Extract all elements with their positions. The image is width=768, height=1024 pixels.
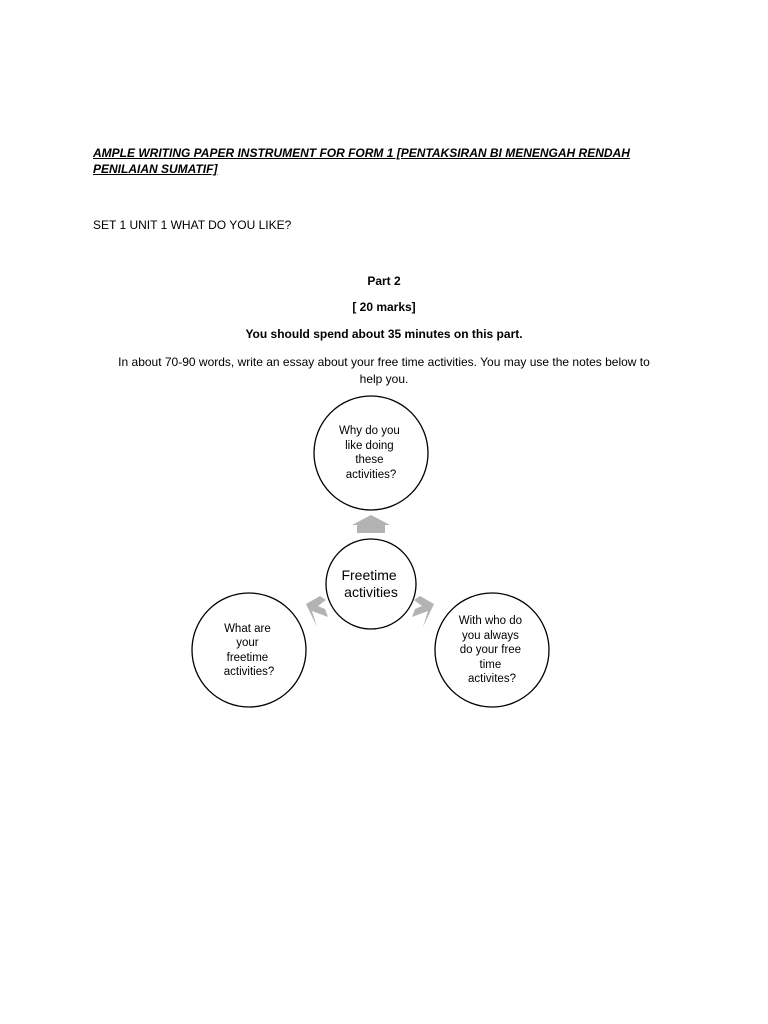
left-line: freetime <box>226 652 269 664</box>
center-topic-text <box>341 567 400 600</box>
arrow-left-icon <box>306 596 328 627</box>
right-line: activites? <box>468 673 516 685</box>
right-line: you always <box>461 630 519 642</box>
center-line: activities <box>344 584 398 600</box>
left-question-circle <box>192 593 306 707</box>
left-line: your <box>236 637 259 649</box>
heading-line-2: PENILAIAN SUMATIF] <box>93 162 218 176</box>
center-line: Freetime <box>341 567 397 583</box>
arrow-up-icon <box>352 515 390 533</box>
instruction-line-2: help you. <box>359 372 409 386</box>
left-line: activities? <box>223 666 275 678</box>
set-unit-title: SET 1 UNIT 1 WHAT DO YOU LIKE? <box>93 218 292 232</box>
part-label: Part 2 <box>367 274 401 288</box>
top-line: activities? <box>345 469 397 481</box>
time-note: You should spend about 35 minutes on this part. <box>245 327 523 341</box>
heading-line-1: AMPLE WRITING PAPER INSTRUMENT FOR FORM 1 [PENTAKSIRAN BI MENENGAH RENDAH <box>93 146 630 160</box>
marks-label: [ 20 marks] <box>352 300 416 314</box>
top-line: Why do you <box>339 425 400 437</box>
top-line: these <box>355 454 384 466</box>
right-line: time <box>479 659 502 671</box>
top-question-circle <box>314 396 428 510</box>
right-question-text <box>459 615 525 685</box>
right-line: do your free <box>459 644 522 656</box>
top-line: like doing <box>345 440 394 452</box>
right-line: With who do <box>458 615 523 627</box>
left-line: What are <box>224 623 271 635</box>
instruction-line-1: In about 70-90 words, write an essay about your free time activities. You may use the notes below to <box>118 355 650 369</box>
arrow-right-icon <box>412 596 434 627</box>
